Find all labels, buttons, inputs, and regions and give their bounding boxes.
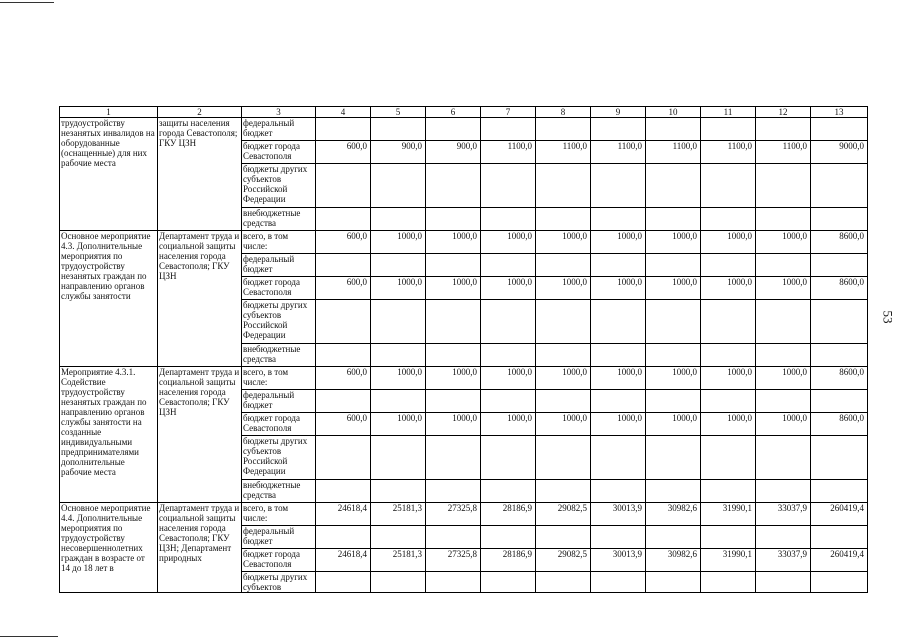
funding-source-cell: федеральный бюджет <box>242 118 316 141</box>
amount-cell <box>426 436 481 480</box>
amount-cell: 1000,0 <box>481 231 536 254</box>
amount-cell <box>591 480 646 503</box>
amount-cell: 1000,0 <box>701 277 756 300</box>
amount-cell <box>701 390 756 413</box>
amount-cell <box>536 344 591 367</box>
amount-cell: 8600,0 <box>811 413 868 436</box>
amount-cell <box>316 164 371 208</box>
amount-cell <box>316 208 371 231</box>
amount-cell <box>481 526 536 549</box>
amount-cell <box>591 208 646 231</box>
amount-cell: 1000,0 <box>426 231 481 254</box>
amount-cell <box>371 390 426 413</box>
amount-cell: 1000,0 <box>426 277 481 300</box>
amount-cell <box>646 390 701 413</box>
amount-cell <box>426 254 481 277</box>
header-cell: 9 <box>591 107 646 118</box>
amount-cell <box>811 118 868 141</box>
amount-cell <box>646 526 701 549</box>
funding-source-cell: федеральный бюджет <box>242 390 316 413</box>
amount-cell <box>811 390 868 413</box>
funding-source-cell: бюджет города Севастополя <box>242 549 316 572</box>
amount-cell <box>701 254 756 277</box>
amount-cell: 27325,8 <box>426 549 481 572</box>
amount-cell <box>756 526 811 549</box>
amount-cell <box>426 390 481 413</box>
amount-cell <box>536 164 591 208</box>
amount-cell: 1000,0 <box>591 367 646 390</box>
amount-cell <box>371 526 426 549</box>
funding-source-cell: внебюджетные средства <box>242 480 316 503</box>
header-cell: 1 <box>60 107 158 118</box>
amount-cell: 1000,0 <box>371 277 426 300</box>
amount-cell <box>646 300 701 344</box>
table-row <box>60 118 868 141</box>
amount-cell <box>536 300 591 344</box>
amount-cell: 260419,4 <box>811 503 868 526</box>
amount-cell <box>426 164 481 208</box>
amount-cell <box>811 436 868 480</box>
amount-cell: 600,0 <box>316 413 371 436</box>
amount-cell <box>316 526 371 549</box>
amount-cell: 1000,0 <box>426 413 481 436</box>
amount-cell: 25181,3 <box>371 549 426 572</box>
amount-cell <box>756 344 811 367</box>
amount-cell: 24618,4 <box>316 549 371 572</box>
amount-cell <box>811 572 868 593</box>
amount-cell: 1100,0 <box>701 141 756 164</box>
amount-cell: 1000,0 <box>481 367 536 390</box>
header-cell: 13 <box>811 107 868 118</box>
amount-cell <box>371 208 426 231</box>
table-row <box>60 231 868 254</box>
funding-source-cell: федеральный бюджет <box>242 526 316 549</box>
amount-cell: 1000,0 <box>426 367 481 390</box>
amount-cell <box>316 254 371 277</box>
amount-cell <box>481 572 536 593</box>
amount-cell: 1100,0 <box>646 141 701 164</box>
amount-cell: 1000,0 <box>646 277 701 300</box>
funding-source-cell: федеральный бюджет <box>242 254 316 277</box>
amount-cell: 27325,8 <box>426 503 481 526</box>
amount-cell: 1000,0 <box>756 413 811 436</box>
amount-cell: 1100,0 <box>481 141 536 164</box>
amount-cell <box>646 344 701 367</box>
amount-cell <box>756 480 811 503</box>
top-rule <box>0 2 54 3</box>
amount-cell: 1000,0 <box>646 413 701 436</box>
amount-cell: 28186,9 <box>481 549 536 572</box>
amount-cell: 1000,0 <box>646 367 701 390</box>
amount-cell <box>316 390 371 413</box>
amount-cell <box>536 480 591 503</box>
amount-cell <box>811 208 868 231</box>
amount-cell: 600,0 <box>316 231 371 254</box>
amount-cell <box>756 436 811 480</box>
amount-cell: 900,0 <box>426 141 481 164</box>
amount-cell: 31990,1 <box>701 503 756 526</box>
amount-cell <box>371 480 426 503</box>
measure-name-cell: Основное мероприятие 4.3. Дополнительные мероприятия по трудоустройству незанятых граждан по направлению органов службы занятости <box>60 231 158 367</box>
funding-source-cell: всего, в том числе: <box>242 503 316 526</box>
amount-cell <box>646 572 701 593</box>
amount-cell <box>591 436 646 480</box>
amount-cell: 1000,0 <box>536 277 591 300</box>
amount-cell <box>371 164 426 208</box>
funding-source-cell: всего, в том числе: <box>242 367 316 390</box>
amount-cell: 28186,9 <box>481 503 536 526</box>
header-cell: 7 <box>481 107 536 118</box>
amount-cell <box>481 300 536 344</box>
amount-cell: 1000,0 <box>701 367 756 390</box>
amount-cell <box>371 254 426 277</box>
funding-source-cell: бюджеты других субъектов <box>242 572 316 593</box>
header-cell: 12 <box>756 107 811 118</box>
amount-cell: 30982,6 <box>646 549 701 572</box>
header-cell: 2 <box>158 107 242 118</box>
header-cell: 10 <box>646 107 701 118</box>
amount-cell: 30013,9 <box>591 549 646 572</box>
amount-cell <box>536 208 591 231</box>
amount-cell <box>701 526 756 549</box>
amount-cell <box>701 300 756 344</box>
amount-cell <box>481 344 536 367</box>
amount-cell <box>426 300 481 344</box>
amount-cell: 1000,0 <box>371 367 426 390</box>
amount-cell <box>481 164 536 208</box>
funding-source-cell: бюджет города Севастополя <box>242 413 316 436</box>
amount-cell: 8600,0 <box>811 231 868 254</box>
page-number: 53 <box>880 310 896 324</box>
amount-cell <box>591 300 646 344</box>
funding-source-cell: бюджеты других субъектов Российской Федерации <box>242 164 316 208</box>
amount-cell <box>646 254 701 277</box>
header-cell: 3 <box>242 107 316 118</box>
amount-cell <box>426 480 481 503</box>
amount-cell <box>536 390 591 413</box>
amount-cell <box>701 208 756 231</box>
amount-cell: 1000,0 <box>371 413 426 436</box>
amount-cell: 33037,9 <box>756 549 811 572</box>
amount-cell <box>371 300 426 344</box>
amount-cell <box>591 390 646 413</box>
amount-cell <box>756 118 811 141</box>
amount-cell: 1000,0 <box>591 413 646 436</box>
amount-cell: 600,0 <box>316 141 371 164</box>
amount-cell <box>701 344 756 367</box>
funding-source-cell: бюджет города Севастополя <box>242 277 316 300</box>
amount-cell: 1000,0 <box>591 231 646 254</box>
amount-cell: 1000,0 <box>756 367 811 390</box>
amount-cell <box>646 480 701 503</box>
amount-cell: 1000,0 <box>481 277 536 300</box>
amount-cell <box>426 526 481 549</box>
amount-cell: 1100,0 <box>536 141 591 164</box>
amount-cell <box>701 164 756 208</box>
header-cell: 6 <box>426 107 481 118</box>
funding-source-cell: всего, в том числе: <box>242 231 316 254</box>
amount-cell: 260419,4 <box>811 549 868 572</box>
amount-cell <box>591 344 646 367</box>
amount-cell <box>756 572 811 593</box>
amount-cell <box>811 344 868 367</box>
amount-cell <box>591 254 646 277</box>
amount-cell <box>701 572 756 593</box>
amount-cell <box>646 164 701 208</box>
measure-name-cell: Мероприятие 4.3.1. Содействие трудоустройству незанятых граждан по направлению органов службы занятости на созданные индивидуальными предпринимателями дополнительные рабочие места <box>60 367 158 503</box>
amount-cell: 1000,0 <box>756 231 811 254</box>
amount-cell: 1000,0 <box>701 231 756 254</box>
amount-cell: 25181,3 <box>371 503 426 526</box>
budget-table <box>59 106 868 593</box>
amount-cell <box>371 344 426 367</box>
amount-cell <box>811 526 868 549</box>
amount-cell <box>591 572 646 593</box>
amount-cell <box>646 208 701 231</box>
amount-cell: 8600,0 <box>811 367 868 390</box>
amount-cell: 1000,0 <box>371 231 426 254</box>
amount-cell <box>701 118 756 141</box>
amount-cell: 24618,4 <box>316 503 371 526</box>
amount-cell <box>481 208 536 231</box>
amount-cell <box>756 254 811 277</box>
header-cell: 11 <box>701 107 756 118</box>
header-cell: 4 <box>316 107 371 118</box>
amount-cell <box>536 436 591 480</box>
amount-cell <box>811 480 868 503</box>
amount-cell: 1000,0 <box>591 277 646 300</box>
amount-cell <box>426 118 481 141</box>
amount-cell <box>701 436 756 480</box>
amount-cell: 1000,0 <box>536 413 591 436</box>
amount-cell: 600,0 <box>316 367 371 390</box>
amount-cell: 8600,0 <box>811 277 868 300</box>
amount-cell <box>481 390 536 413</box>
amount-cell: 1000,0 <box>646 231 701 254</box>
amount-cell <box>536 118 591 141</box>
amount-cell <box>316 300 371 344</box>
amount-cell <box>481 118 536 141</box>
amount-cell <box>811 254 868 277</box>
amount-cell <box>756 164 811 208</box>
amount-cell: 600,0 <box>316 277 371 300</box>
amount-cell <box>536 526 591 549</box>
amount-cell: 1100,0 <box>591 141 646 164</box>
amount-cell: 1000,0 <box>536 367 591 390</box>
amount-cell: 1000,0 <box>701 413 756 436</box>
table-row <box>60 367 868 390</box>
table-row <box>60 503 868 526</box>
amount-cell <box>536 572 591 593</box>
bottom-rule <box>0 636 58 637</box>
amount-cell <box>371 118 426 141</box>
amount-cell <box>426 572 481 593</box>
header-cell: 5 <box>371 107 426 118</box>
measure-name-cell: трудоустройству незанятых инвалидов на оборудованные (оснащенные) для них рабочие места <box>60 118 158 231</box>
amount-cell <box>426 344 481 367</box>
amount-cell <box>316 436 371 480</box>
executor-cell: Департамент труда и социальной защиты населения города Севастополя; ГКУ ЦЗН <box>158 231 242 367</box>
amount-cell <box>371 572 426 593</box>
amount-cell: 1000,0 <box>756 277 811 300</box>
funding-source-cell: бюджет города Севастополя <box>242 141 316 164</box>
amount-cell: 30982,6 <box>646 503 701 526</box>
amount-cell <box>591 526 646 549</box>
amount-cell: 900,0 <box>371 141 426 164</box>
measure-name-cell: Основное мероприятие 4.4. Дополнительные мероприятия по трудоустройству несовершеннолетних граждан в возрасте от 14 до 18 лет в <box>60 503 158 593</box>
amount-cell: 30013,9 <box>591 503 646 526</box>
amount-cell <box>481 480 536 503</box>
amount-cell <box>316 344 371 367</box>
amount-cell <box>756 300 811 344</box>
amount-cell <box>536 254 591 277</box>
amount-cell: 9000,0 <box>811 141 868 164</box>
executor-cell: Департамент труда и социальной защиты населения города Севастополя; ГКУ ЦЗН <box>158 367 242 503</box>
header-cell: 8 <box>536 107 591 118</box>
table-header-row <box>60 107 868 118</box>
executor-cell: защиты населения города Севастополя; ГКУ ЦЗН <box>158 118 242 231</box>
amount-cell <box>756 208 811 231</box>
amount-cell <box>756 390 811 413</box>
amount-cell <box>371 436 426 480</box>
amount-cell: 1100,0 <box>756 141 811 164</box>
amount-cell: 29082,5 <box>536 549 591 572</box>
amount-cell: 33037,9 <box>756 503 811 526</box>
funding-source-cell: бюджеты других субъектов Российской Федерации <box>242 436 316 480</box>
amount-cell <box>481 254 536 277</box>
funding-source-cell: бюджеты других субъектов Российской Федерации <box>242 300 316 344</box>
amount-cell: 1000,0 <box>481 413 536 436</box>
amount-cell <box>811 164 868 208</box>
amount-cell <box>701 480 756 503</box>
executor-cell: Департамент труда и социальной защиты населения города Севастополя; ГКУ ЦЗН; Департамент природных <box>158 503 242 593</box>
amount-cell <box>316 118 371 141</box>
amount-cell <box>316 572 371 593</box>
amount-cell <box>591 118 646 141</box>
amount-cell <box>646 118 701 141</box>
funding-source-cell: внебюджетные средства <box>242 344 316 367</box>
amount-cell: 29082,5 <box>536 503 591 526</box>
amount-cell <box>316 480 371 503</box>
amount-cell <box>426 208 481 231</box>
amount-cell <box>646 436 701 480</box>
amount-cell <box>481 436 536 480</box>
amount-cell: 1000,0 <box>536 231 591 254</box>
funding-source-cell: внебюджетные средства <box>242 208 316 231</box>
amount-cell <box>591 164 646 208</box>
amount-cell <box>811 300 868 344</box>
amount-cell: 31990,1 <box>701 549 756 572</box>
